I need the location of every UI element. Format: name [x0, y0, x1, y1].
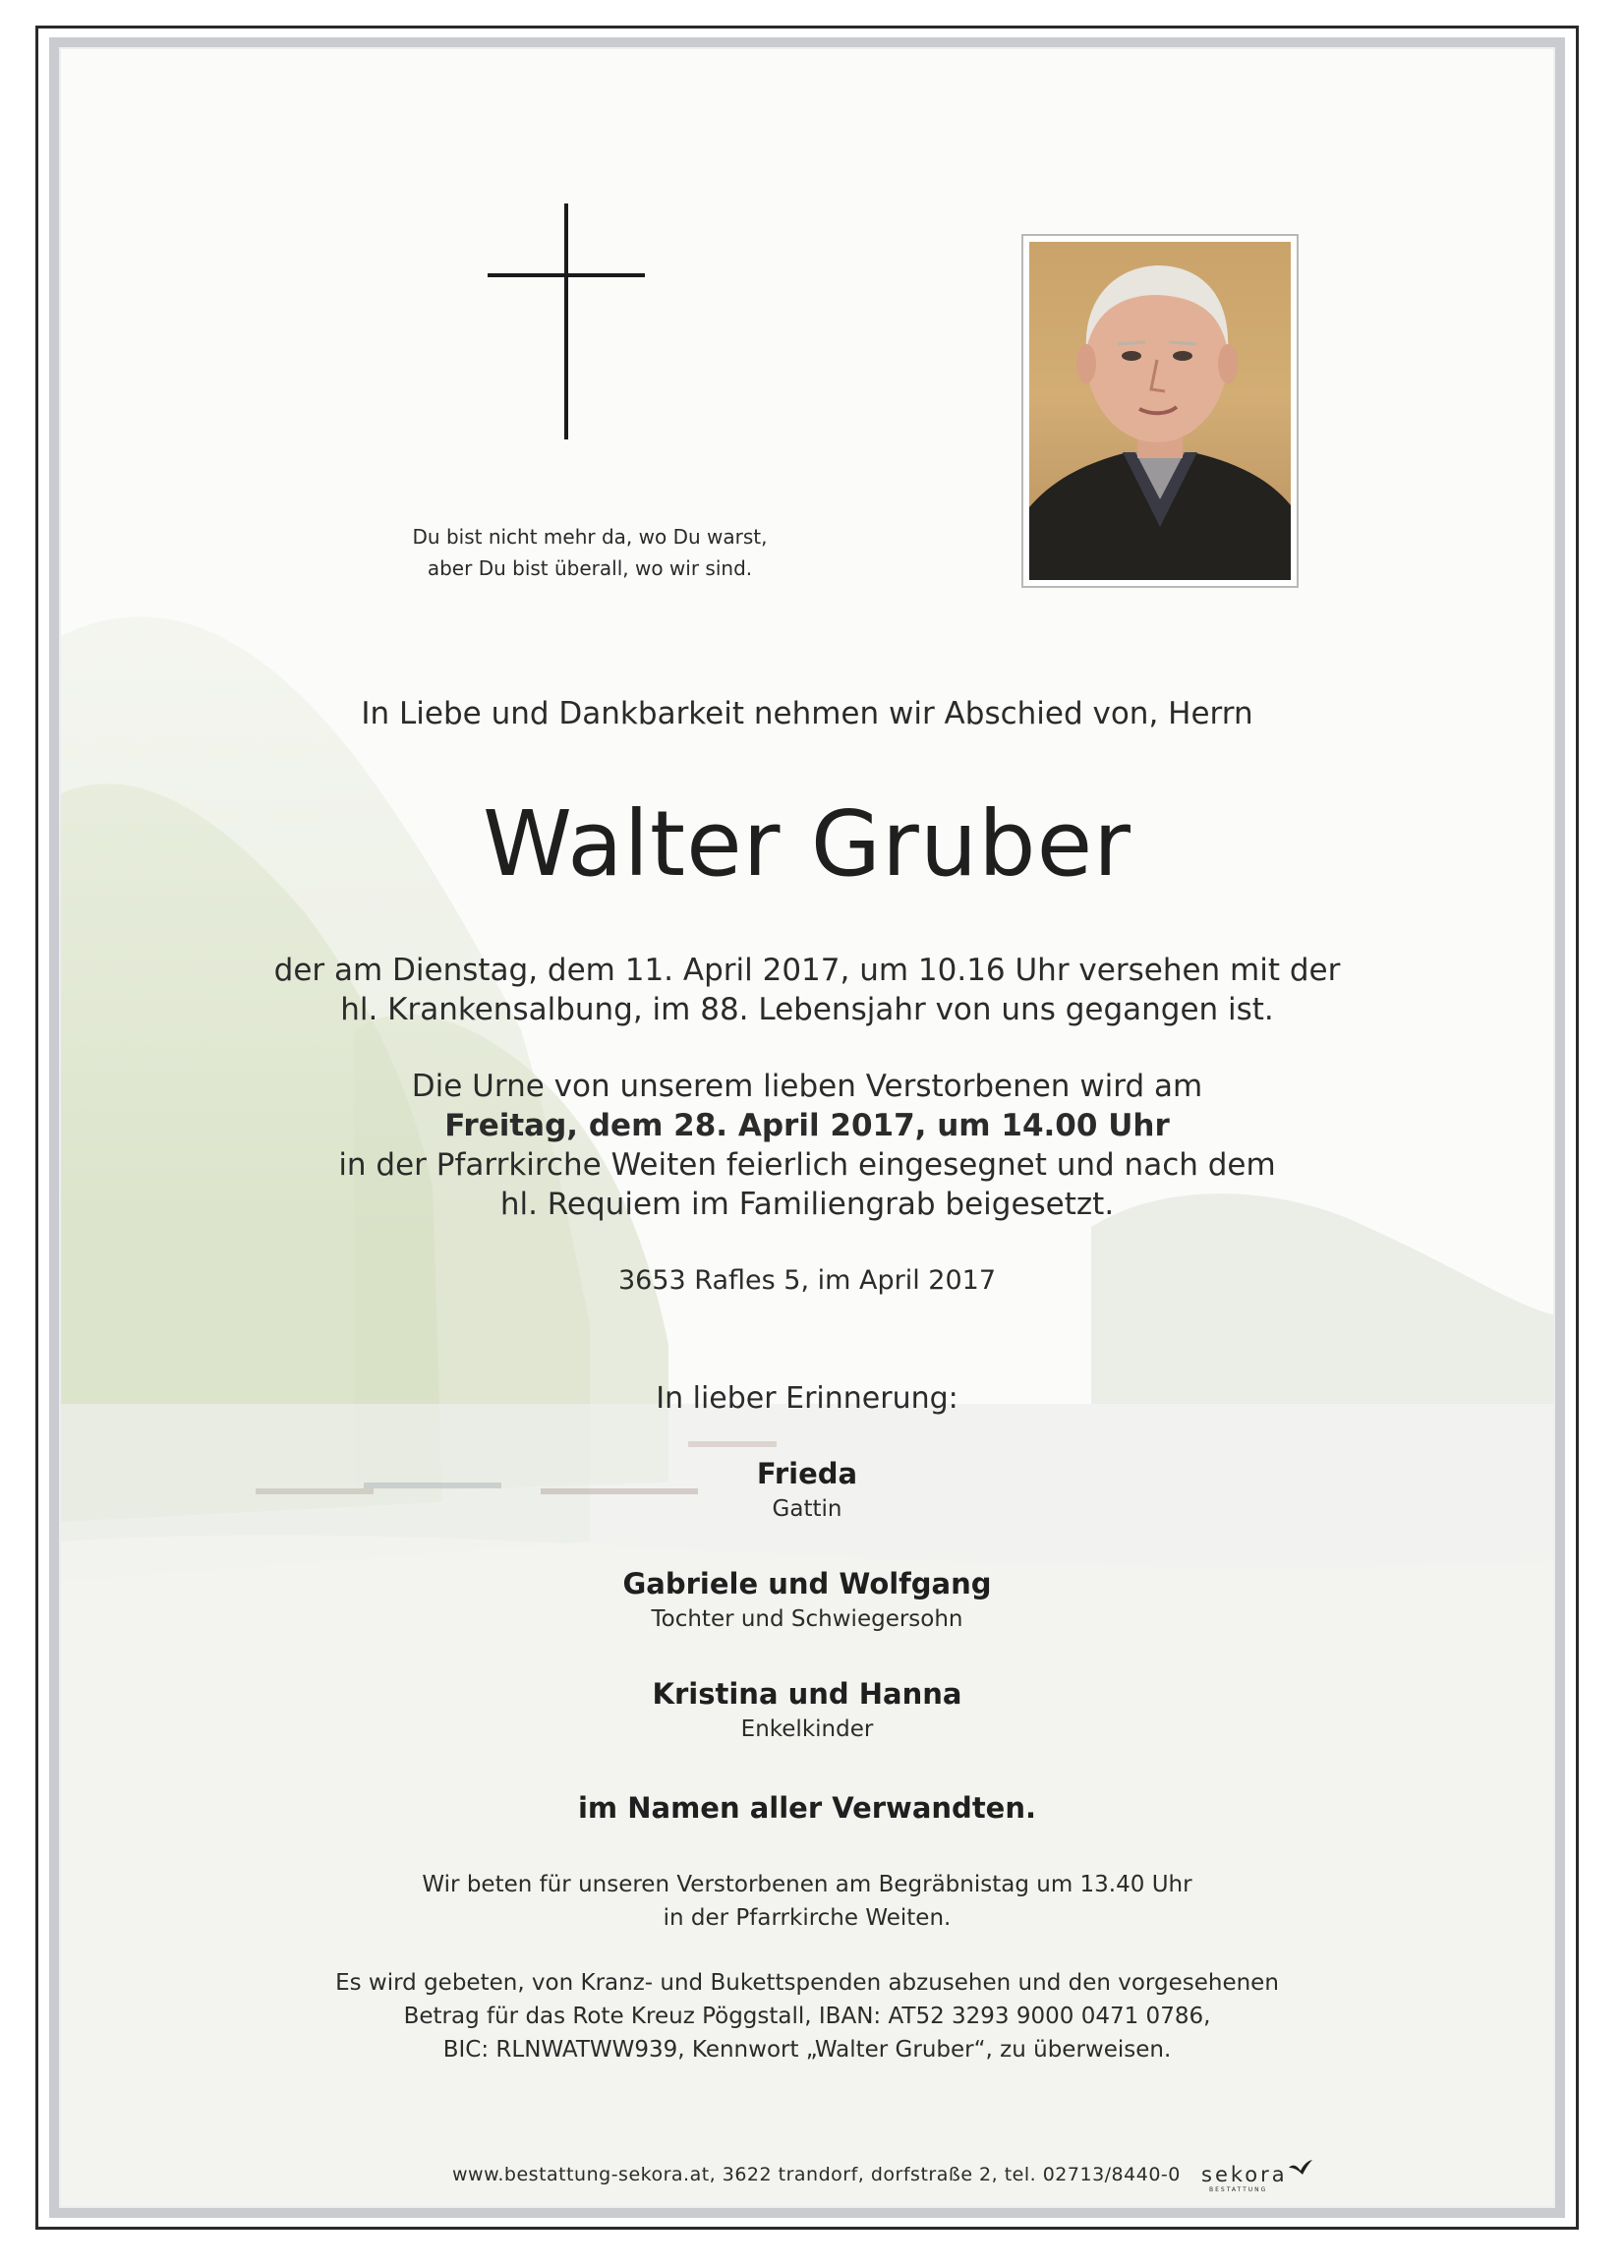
quote-line-2: aber Du bist überall, wo wir sind.	[427, 556, 753, 580]
relative-role: Tochter und Schwiegersohn	[651, 1606, 963, 1632]
prayer-line-2: in der Pfarrkirche Weiten.	[663, 1905, 952, 1931]
ceremony-line-1: Die Urne von unserem lieben Verstorbenen wird am	[411, 1069, 1203, 1104]
bird-icon	[1288, 2159, 1313, 2177]
logo-subtext: BESTATTUNG	[1209, 2186, 1268, 2193]
relative-entry	[157, 1677, 1457, 1742]
relative-name: Gabriele und Wolfgang	[622, 1567, 992, 1600]
funeral-home-footer: www.bestattung-sekora.at, 3622 trandorf, dorfstraße 2, tel. 02713/8440-0	[452, 2164, 1181, 2185]
donation-line-1: Es wird gebeten, von Kranz- und Bukettspenden abzusehen und den vorgesehenen	[335, 1970, 1279, 1996]
quote-line-1: Du bist nicht mehr da, wo Du warst,	[412, 525, 768, 549]
relative-role: Gattin	[772, 1496, 842, 1522]
relative-role: Enkelkinder	[740, 1716, 874, 1742]
relative-name: Kristina und Hanna	[652, 1677, 962, 1711]
memory-heading: In lieber Erinnerung:	[656, 1381, 958, 1416]
portrait-illustration	[1029, 242, 1291, 580]
donation-notice	[157, 1966, 1457, 2066]
donation-line-2: Betrag für das Rote Kreuz Pöggstall, IBAN: AT52 3293 9000 0471 0786,	[403, 2004, 1211, 2029]
relative-entry	[157, 1457, 1457, 1522]
ceremony-line-4: hl. Requiem im Familiengrab beigesetzt.	[499, 1187, 1115, 1222]
place-date: 3653 Rafles 5, im April 2017	[617, 1265, 996, 1296]
relative-name: Frieda	[756, 1457, 858, 1490]
cross-icon	[488, 204, 645, 439]
death-notice-line-2: hl. Krankensalbung, im 88. Lebensjahr von uns gegangen ist.	[340, 992, 1274, 1027]
ceremony-date: Freitag, dem 28. April 2017, um 14.00 Uhr	[444, 1108, 1170, 1143]
deceased-name: Walter Gruber	[482, 791, 1131, 897]
intro-text: In Liebe und Dankbarkeit nehmen wir Abschied von, Herrn	[361, 696, 1253, 731]
ceremony-notice	[157, 1067, 1457, 1224]
logo-text: sekora	[1201, 2163, 1288, 2186]
donation-line-3: BIC: RLNWATWW939, Kennwort „Walter Gruber“, zu überweisen.	[442, 2037, 1172, 2063]
prayer-notice	[157, 1868, 1457, 1935]
prayer-line-1: Wir beten für unseren Verstorbenen am Begräbnistag um 13.40 Uhr	[422, 1872, 1192, 1897]
all-relatives: im Namen aller Verwandten.	[577, 1791, 1037, 1825]
ceremony-line-3: in der Pfarrkirche Weiten feierlich eingesegnet und nach dem	[338, 1147, 1276, 1183]
quote	[334, 521, 845, 584]
portrait-frame	[1021, 234, 1299, 588]
death-notice	[157, 951, 1457, 1029]
portrait-photo	[1029, 242, 1291, 580]
relative-entry	[157, 1567, 1457, 1632]
death-notice-line-1: der am Dienstag, dem 11. April 2017, um 10.16 Uhr versehen mit der	[273, 953, 1341, 988]
sekora-logo	[1201, 2159, 1309, 2194]
